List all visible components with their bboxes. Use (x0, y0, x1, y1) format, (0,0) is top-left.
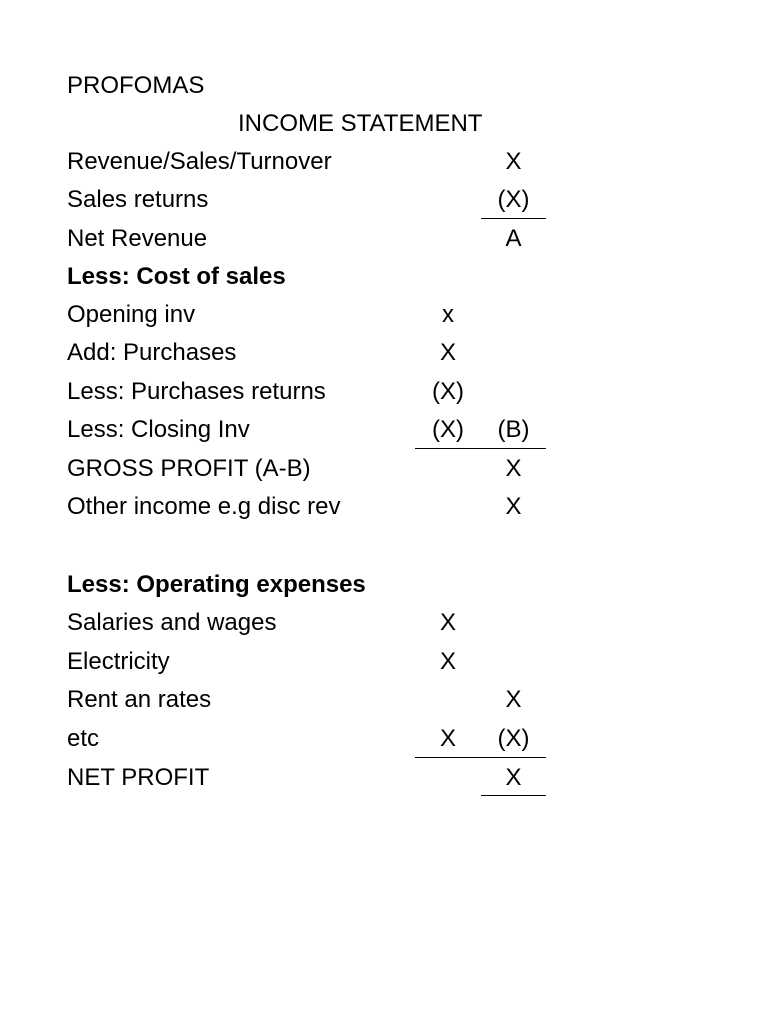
underline-rule (415, 448, 546, 449)
statement-row (0, 759, 768, 797)
row-label: Add: Purchases (67, 339, 237, 366)
statement-row (0, 373, 768, 411)
company-name-row (0, 67, 768, 105)
underline-rule (481, 218, 546, 219)
statement-row (0, 411, 768, 449)
statement-row (0, 334, 768, 372)
row-label: Opening inv (67, 301, 196, 328)
row-label: Electricity (67, 648, 170, 675)
row-total-value: X (505, 455, 522, 482)
row-label: GROSS PROFIT (A-B) (67, 455, 311, 482)
row-total-value: (X) (497, 186, 530, 213)
statement-row (0, 181, 768, 219)
row-total-value: A (505, 225, 522, 252)
statement-title-row (0, 105, 768, 143)
row-label: NET PROFIT (67, 764, 210, 791)
statement-row (0, 681, 768, 719)
row-total-value: X (505, 764, 522, 791)
row-total-value: (B) (497, 416, 530, 443)
section-header-row (0, 258, 768, 296)
row-total-value: (X) (497, 725, 530, 752)
row-label: Sales returns (67, 186, 209, 213)
row-subtotal-value: X (439, 339, 456, 366)
section-header-row (0, 566, 768, 604)
row-subtotal-value: (X) (432, 416, 464, 443)
row-label: etc (67, 725, 100, 752)
statement-row (0, 643, 768, 681)
row-subtotal-value: X (439, 648, 456, 675)
row-label: Rent an rates (67, 686, 212, 713)
statement-row (0, 143, 768, 181)
row-subtotal-value: X (439, 609, 456, 636)
underline-rule (481, 795, 546, 796)
statement-row (0, 488, 768, 526)
statement-row (0, 220, 768, 258)
row-total-value: X (505, 148, 522, 175)
section-header: Less: Cost of sales (67, 263, 286, 290)
row-label: Net Revenue (67, 225, 208, 252)
statement-row (0, 720, 768, 758)
row-label: Other income e.g disc rev (67, 493, 341, 520)
row-subtotal-value: X (439, 725, 456, 752)
row-subtotal-value: (X) (432, 378, 464, 405)
row-total-value: X (505, 493, 522, 520)
statement-row (0, 450, 768, 488)
row-subtotal-value: x (442, 301, 454, 328)
row-label: Salaries and wages (67, 609, 277, 636)
section-header: Less: Operating expenses (67, 571, 366, 598)
row-label: Less: Purchases returns (67, 378, 326, 405)
row-label: Less: Closing Inv (67, 416, 250, 443)
statement-title: INCOME STATEMENT (238, 110, 483, 137)
statement-row (0, 296, 768, 334)
company-name: PROFOMAS (67, 72, 205, 99)
row-label: Revenue/Sales/Turnover (67, 148, 332, 175)
statement-row (0, 604, 768, 642)
row-total-value: X (505, 686, 522, 713)
underline-rule (415, 757, 546, 758)
